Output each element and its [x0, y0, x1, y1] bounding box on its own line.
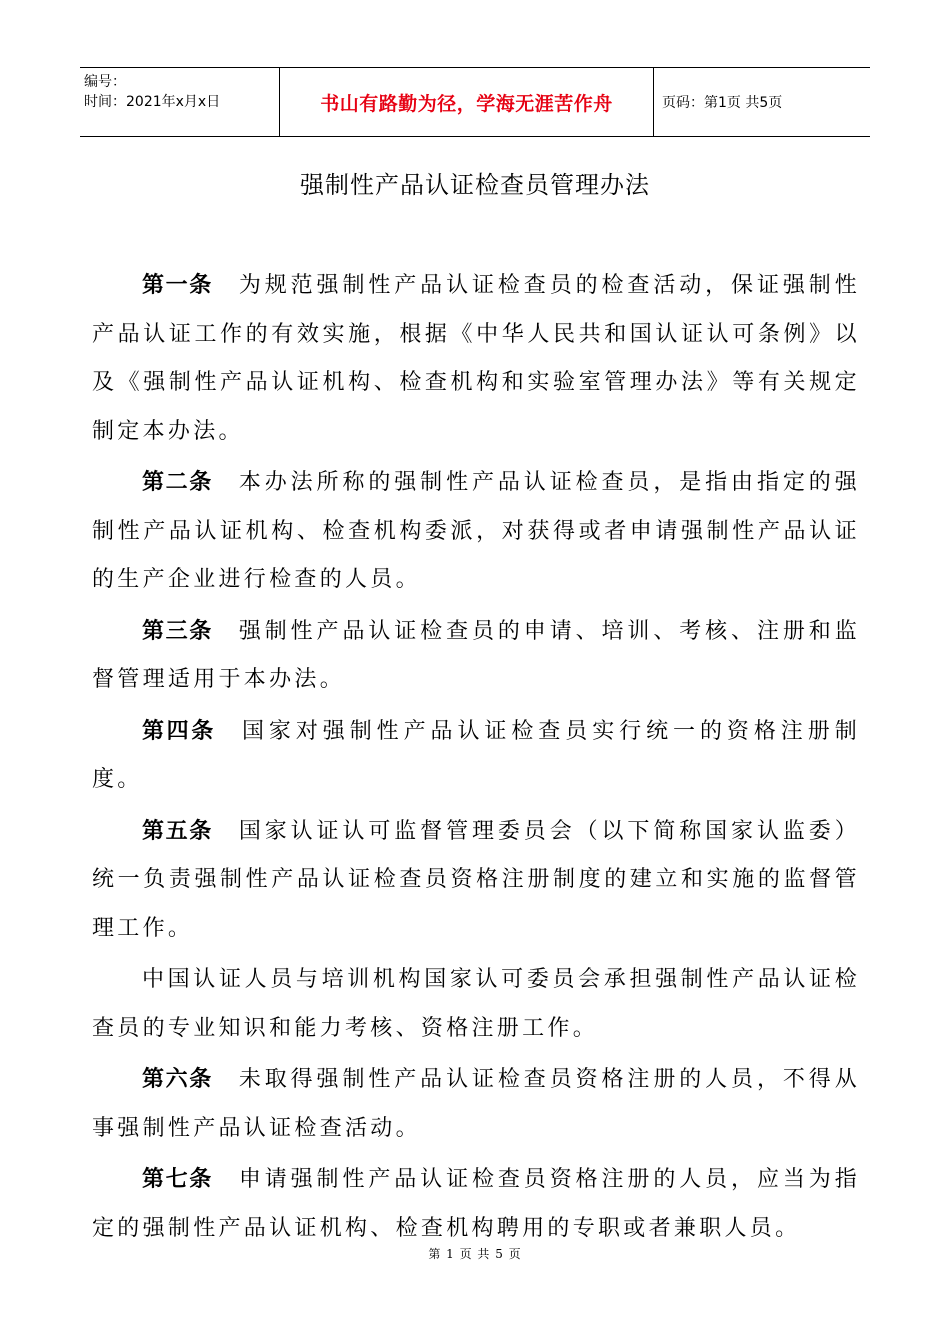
header-motto: 书山有路勤为径，学海无涯苦作舟	[280, 68, 654, 136]
article-7	[92, 1156, 860, 1253]
article-text: 中国认证人员与培训机构国家认可委员会承担强制性产品认证检查员的专业知识和能力考核、资格注册工作。	[92, 967, 860, 1041]
document-body	[92, 262, 860, 1256]
header-meta	[80, 68, 280, 136]
article-text: 强制性产品认证检查员的申请、培训、考核、注册和监督管理适用于本办法。	[92, 618, 860, 692]
article-text: 未取得强制性产品认证检查员资格注册的人员，不得从事强制性产品认证检查活动。	[92, 1067, 860, 1141]
article-text: 为规范强制性产品认证检查员的检查活动，保证强制性产品认证工作的有效实施，根据《中华人民共和国认证认可条例》以及《强制性产品认证机构、检查机构和实验室管理办法》等有关规定制定本办法。	[92, 273, 860, 444]
document-title: 强制性产品认证检查员管理办法	[300, 171, 650, 199]
article-2	[92, 459, 860, 605]
article-1	[92, 262, 860, 456]
page-footer: 第 1 页 共 5 页	[428, 1247, 522, 1261]
article-3	[92, 608, 860, 705]
article-label: 第三条	[142, 618, 213, 644]
article-5	[92, 808, 860, 954]
article-label: 第六条	[142, 1067, 213, 1092]
article-6	[92, 1056, 860, 1153]
document-date: 时间：2021年x月x日	[84, 94, 221, 110]
article-5-continuation	[92, 956, 860, 1053]
article-label: 第七条	[142, 1167, 213, 1192]
article-label: 第五条	[142, 818, 213, 844]
article-text: 国家对强制性产品认证检查员实行统一的资格注册制度。	[92, 718, 860, 792]
article-text: 国家认证认可监督管理委员会（以下简称国家认监委）统一负责强制性产品认证检查员资格注册制度的建立和实施的监督管理工作。	[92, 818, 860, 941]
article-4	[92, 708, 860, 805]
document-number: 编号：	[84, 74, 126, 90]
header-page-info: 页码：第1页 共5页	[662, 95, 783, 111]
article-label: 第二条	[142, 470, 213, 495]
article-label: 第一条	[142, 273, 213, 298]
article-label: 第四条	[142, 718, 216, 744]
page-header	[80, 67, 870, 137]
article-text: 申请强制性产品认证检查员资格注册的人员，应当为指定的强制性产品认证机构、检查机构聘用的专职或者兼职人员。	[92, 1167, 860, 1241]
article-text: 本办法所称的强制性产品认证检查员，是指由指定的强制性产品认证机构、检查机构委派，对获得或者申请强制性产品认证的生产企业进行检查的人员。	[92, 470, 860, 592]
